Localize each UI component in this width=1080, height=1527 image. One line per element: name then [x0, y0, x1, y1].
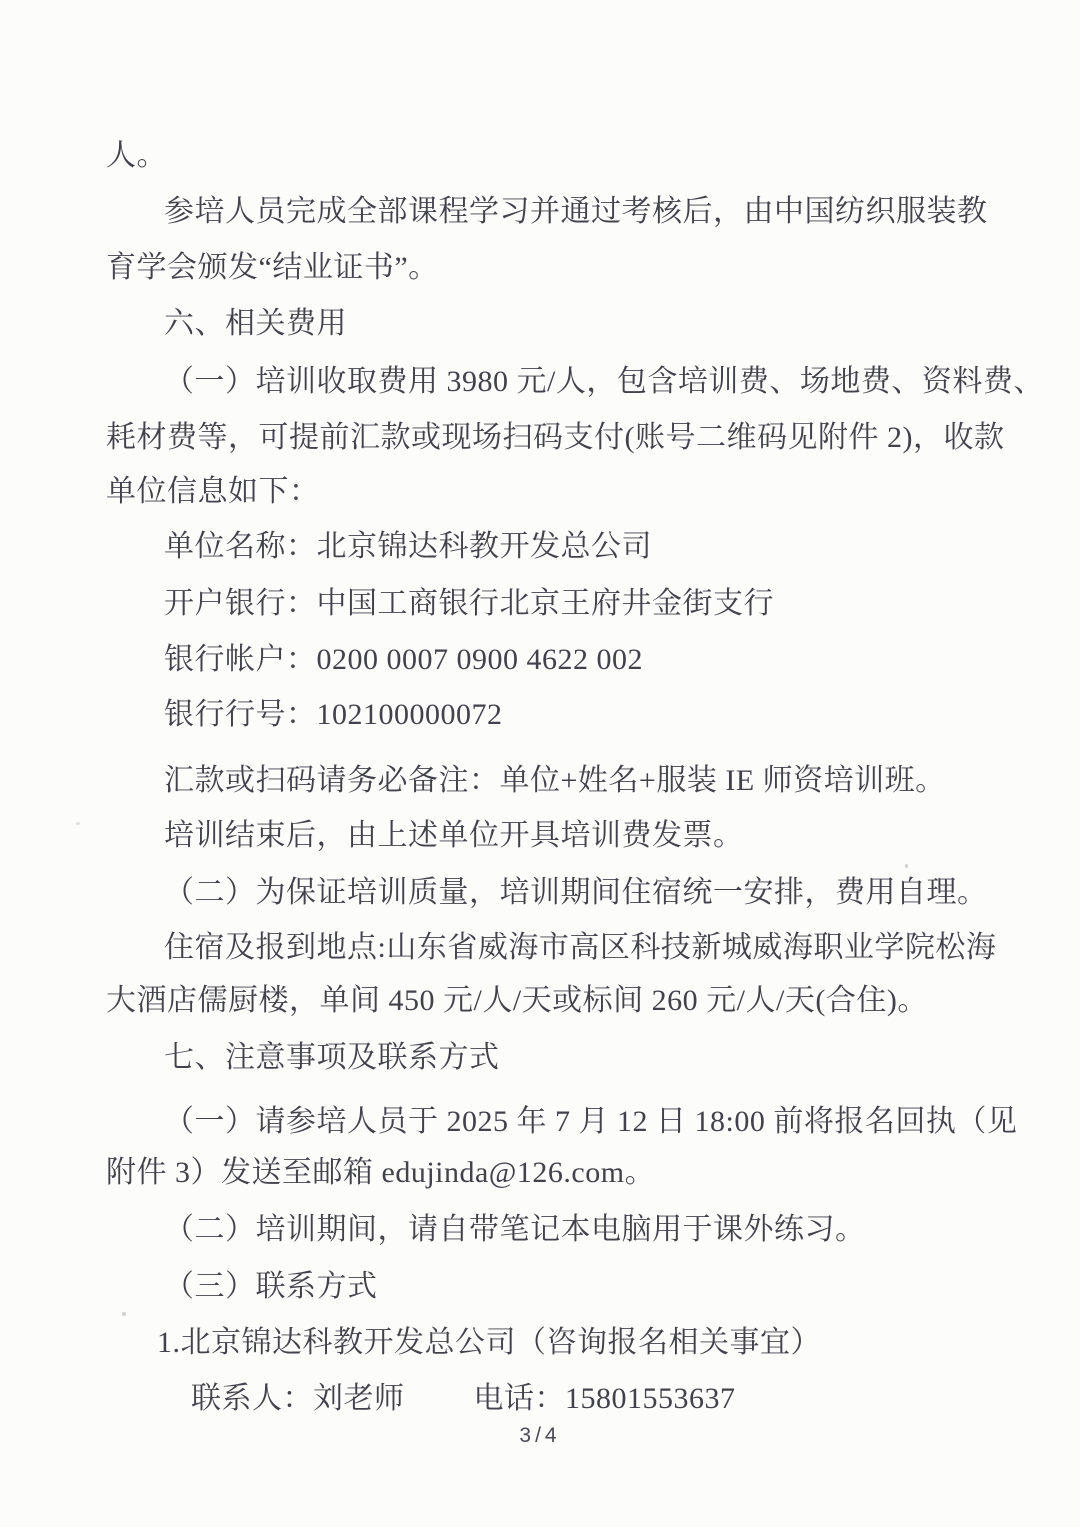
- scan-speck: [905, 864, 908, 868]
- page-number: 3/4: [519, 1424, 561, 1447]
- payee-name-line: 单位名称：北京锦达科教开发总公司: [164, 530, 652, 563]
- doc-line: 大酒店儒厨楼，单间 450 元/人/天或标间 260 元/人/天(合住)。: [106, 984, 928, 1017]
- doc-line: 单位信息如下：: [106, 475, 320, 508]
- section-heading-fees: 六、相关费用: [164, 307, 347, 340]
- doc-line: 参培人员完成全部课程学习并通过考核后，由中国纺织服装教: [164, 195, 988, 228]
- fees-item-2-line: （二）为保证培训质量，培训期间住宿统一安排，费用自理。: [164, 876, 988, 909]
- doc-line: 人。: [106, 139, 167, 172]
- email-line: 附件 3）发送至邮箱 edujinda@126.com。: [106, 1156, 656, 1189]
- notes-item-2-line: （二）培训期间，请自带笔记本电脑用于课外练习。: [164, 1213, 866, 1246]
- doc-line: 耗材费等，可提前汇款或现场扫码支付(账号二维码见附件 2)，收款: [106, 421, 1005, 454]
- contact-person-line: 联系人：刘老师 电话：15801553637: [191, 1382, 736, 1415]
- invoice-line: 培训结束后，由上述单位开具培训费发票。: [164, 819, 744, 852]
- bank-account-line: 银行帐户：0200 0007 0900 4622 002: [164, 643, 643, 676]
- scan-speck: [76, 822, 80, 825]
- doc-line: 育学会颁发“结业证书”。: [106, 251, 439, 284]
- notes-item-1-line: （一）请参培人员于 2025 年 7 月 12 日 18:00 前将报名回执（见: [164, 1105, 1018, 1138]
- scan-speck: [122, 1312, 126, 1316]
- bank-name-line: 开户银行：中国工商银行北京王府井金街支行: [164, 587, 774, 620]
- remit-note-line: 汇款或扫码请务必备注：单位+姓名+服装 IE 师资培训班。: [164, 764, 946, 797]
- lodging-address-line: 住宿及报到地点:山东省威海市高区科技新城威海职业学院松海: [164, 931, 997, 964]
- fees-item-1-line: （一）培训收取费用 3980 元/人，包含培训费、场地费、资料费、: [164, 365, 1044, 398]
- contact-org-line: 1.北京锦达科教开发总公司（咨询报名相关事宜）: [157, 1326, 821, 1359]
- section-heading-notes-contact: 七、注意事项及联系方式: [164, 1041, 500, 1074]
- bank-branch-number-line: 银行行号：102100000072: [164, 698, 503, 731]
- notes-item-3-line: （三）联系方式: [164, 1270, 378, 1303]
